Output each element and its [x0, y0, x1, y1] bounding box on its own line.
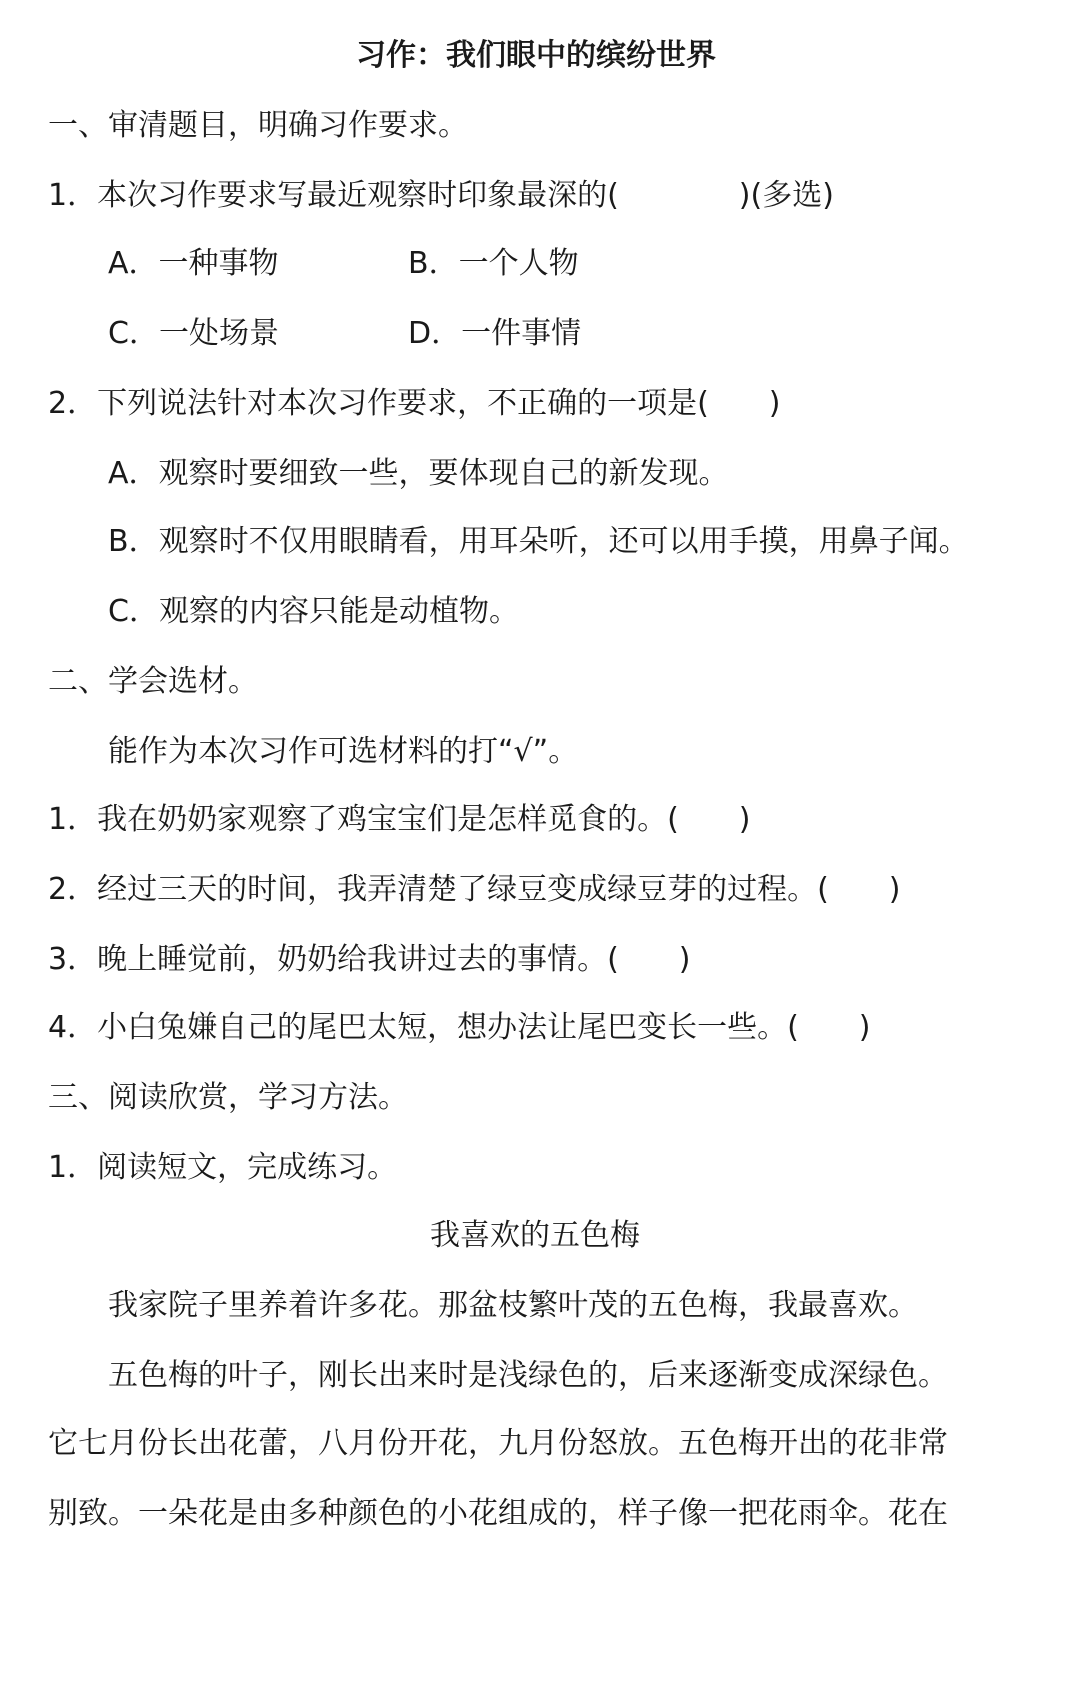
question-2-option-a: A．观察时要细致一些，要体现自己的新发现。 — [108, 456, 729, 491]
section-2-heading: 二、学会选材。 — [48, 664, 258, 699]
reading-task: 1．阅读短文，完成练习。 — [48, 1150, 398, 1185]
section-1-heading: 一、审清题目，明确习作要求。 — [48, 108, 468, 143]
passage-line-1: 我家院子里养着许多花。那盆枝繁叶茂的五色梅，我最喜欢。 — [108, 1288, 918, 1323]
material-item-2: 2．经过三天的时间，我弄清楚了绿豆变成绿豆芽的过程。( ) — [48, 872, 901, 907]
passage-title: 我喜欢的五色梅 — [430, 1218, 640, 1253]
passage-line-2: 五色梅的叶子，刚长出来时是浅绿色的，后来逐渐变成深绿色。 — [108, 1358, 948, 1393]
section-2-instruction: 能作为本次习作可选材料的打“√”。 — [108, 734, 579, 769]
passage-line-3: 它七月份长出花蕾，八月份开花，九月份怒放。五色梅开出的花非常 — [48, 1426, 948, 1461]
question-2-option-c: C．观察的内容只能是动植物。 — [108, 594, 519, 629]
material-item-1: 1．我在奶奶家观察了鸡宝宝们是怎样觅食的。( ) — [48, 802, 751, 837]
passage-line-4: 别致。一朵花是由多种颜色的小花组成的，样子像一把花雨伞。花在 — [48, 1496, 948, 1531]
question-1-option-c: C．一处场景 — [108, 316, 279, 351]
question-2-stem: 2．下列说法针对本次习作要求，不正确的一项是( ) — [48, 386, 781, 421]
question-2-option-b: B．观察时不仅用眼睛看，用耳朵听，还可以用手摸，用鼻子闻。 — [108, 524, 969, 559]
question-1-option-b: B．一个人物 — [408, 246, 579, 281]
section-3-heading: 三、阅读欣赏，学习方法。 — [48, 1080, 408, 1115]
material-item-3: 3．晚上睡觉前，奶奶给我讲过去的事情。( ) — [48, 942, 691, 977]
material-item-4: 4．小白兔嫌自己的尾巴太短，想办法让尾巴变长一些。( ) — [48, 1010, 871, 1045]
question-1-stem: 1．本次习作要求写最近观察时印象最深的( )(多选) — [48, 178, 834, 213]
page-title: 习作：我们眼中的缤纷世界 — [356, 38, 716, 73]
question-1-option-a: A．一种事物 — [108, 246, 279, 281]
question-1-option-d: D．一件事情 — [408, 316, 582, 351]
